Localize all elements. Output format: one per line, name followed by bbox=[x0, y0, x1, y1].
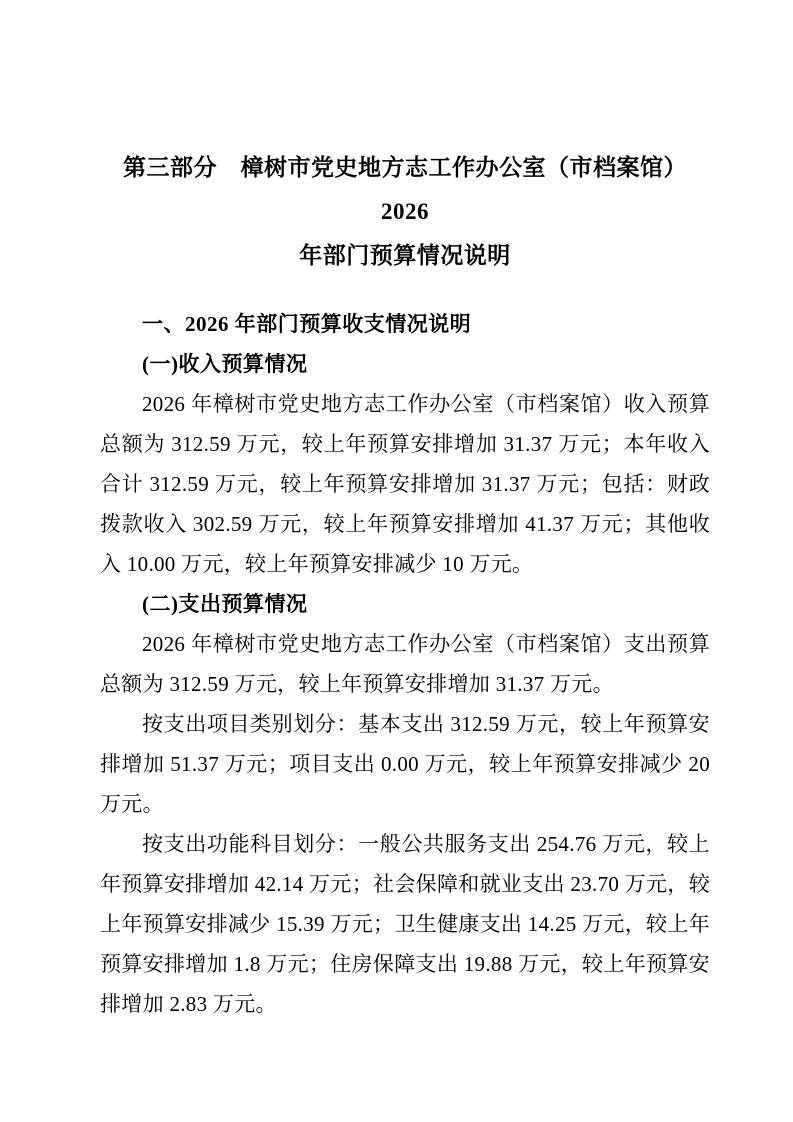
document-title bbox=[100, 146, 710, 278]
body-paragraph: 按支出功能科目划分：一般公共服务支出 254.76 万元，较上年预算安排增加 42.14 万元；社会保障和就业支出 23.70 万元，较上年预算安排减少 15.39 万元；卫生健康支出 14.25 万元，较上年预算安排增加 1.8 万元；住房保障支出 19.88 万元，较上年预算安排增加 2.83 万元。 bbox=[100, 832, 710, 1016]
document-body bbox=[100, 304, 710, 1024]
subsection-heading: (一)收入预算情况 bbox=[142, 352, 308, 376]
document-title-line-2: 年部门预算情况说明 bbox=[299, 243, 511, 268]
document-content bbox=[100, 146, 710, 1024]
body-paragraph: 2026 年樟树市党史地方志工作办公室（市档案馆）收入预算总额为 312.59 万元，较上年预算安排增加 31.37 万元；本年收入合计 312.59 万元，较上年预算安排增加 31.37 万元；包括：财政拨款收入 302.59 万元，较上年预算安排增加 41.37 万元；其他收入 10.00 万元，较上年预算安排减少 10 万元。 bbox=[100, 392, 710, 576]
body-paragraph: 按支出项目类别划分：基本支出 312.59 万元，较上年预算安排增加 51.37 万元；项目支出 0.00 万元，较上年预算安排减少 20 万元。 bbox=[100, 712, 710, 816]
section-heading: 一、2026 年部门预算收支情况说明 bbox=[142, 312, 472, 336]
subsection-heading: (二)支出预算情况 bbox=[142, 592, 308, 616]
body-paragraph: 2026 年樟树市党史地方志工作办公室（市档案馆）支出预算总额为 312.59 万元，较上年预算安排增加 31.37 万元。 bbox=[100, 632, 710, 696]
document-title-line-1: 第三部分 樟树市党史地方志工作办公室（市档案馆）2026 bbox=[123, 155, 687, 224]
